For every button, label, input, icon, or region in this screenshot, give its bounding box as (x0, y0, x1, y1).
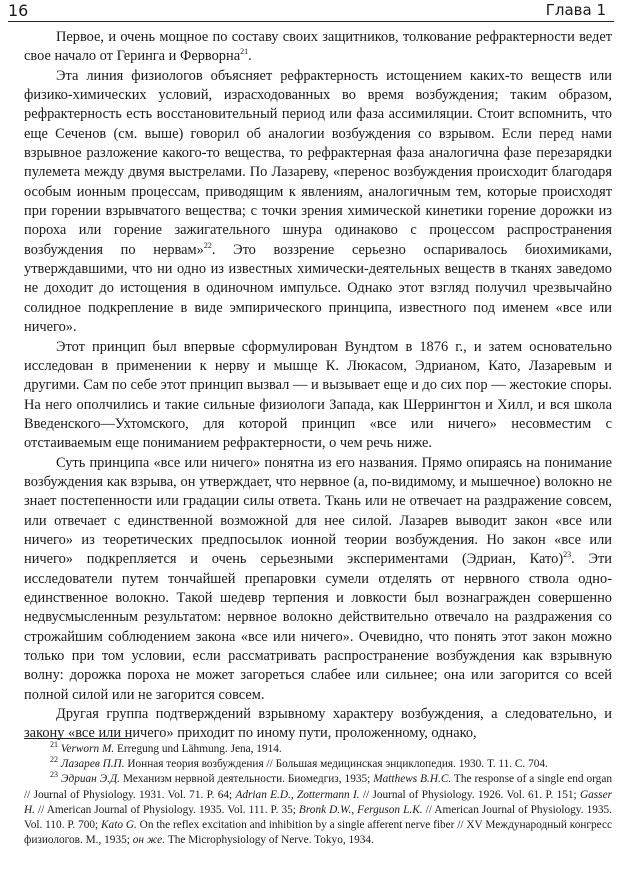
footnote: $^{23}$ Эдриан Э.Д. Механизм нервной деятельности. Биомедгиз, 1935; Matthews B.H.C. The response of a single end organ // Journal of Physiology. 1931. Vol. 71. P. 64; Adrian E.D., Zottermann I. // Journal of Physiology. 1926. Vol. 61. P. 151; Gasser H. // American Journal of Physiology. 1935. Vol. 111. P. 35; Bronk D.W., Ferguson L.K. // American Journal of Physiology. 1935. Vol. 110. P. 700; Kato G. On the reflex excitation and inhibition by a single afferent nerve fiber // XV Международный конгресс физиологов. М., 1935; он же. The Microphysiology of Nerve. Tokyo, 1934. (24, 770, 613, 847)
header-rule (8, 21, 614, 22)
footnote: $^{22}$ Лазарев П.П. Ионная теория возбуждения // Большая медицинская энциклопедия. 1930. Т. 11. С. 704. (50, 755, 548, 771)
paragraph: Эта линия физиологов объясняет рефрактерность истощением каких-то веществ или физико-химических условий, израсходованных во время возбуждения; таким образом, рефрактерность есть восстановительный период или фаза ассимиляции. Стоит вспомнить, что еще Сеченов (см. выше) говорил об аналогии возбуждения со взрывом. Если перед нами взрывное разложение какого-то вещества, то рефрактерная фаза аналогична фазе перезарядки пулемета между двумя выстрелами. По Лазареву, «перенос возбуждения происходит благодаря особым ионным процессам, приводящим к явлениям, аналогичным тем, которые происходят при горении взрывчатого вещества; с точки зрения химической кинетики горение дорожки из пороха или горение зажигательного шнура одинаково с процессом распространения возбуждения по нервам»$^{22}$. Это воззрение серьезно оспаривалось биохимиками, утверждавшими, что ни одно из известных химически-деятельных веществ в тканях заведомо не доходит до истощения в одиночном импульсе. Однако этот взгляд получил чрезвычайно солидное подкрепление в виде эмпирического принципа, известного под именем «все или ничего». (24, 67, 612, 336)
paragraph: Суть принципа «все или ничего» понятна из его названия. Прямо опираясь на понимание возбуждения как взрыва, он утверждает, что нервное (а, по-видимому, и мышечное) волокно не знает постепенности или градации силы ответа. Ткань или не отвечает на раздражение совсем, или отвечает с единственной возможной для нее силой. Лазарев выводит закон «все или ничего» из теоретических предпосылок ионной теории возбуждения. Но закон «все или ничего» подкрепляется и очень серьезными экспериментами (Эдриан, Като)$^{23}$. Эти исследователи путем тончайшей препаровки сумели отделять от нервного ствола одно-единственное волокно. Такой шедевр терпения и ловкости был вознагражден совершенно недвусмысленным результатом: нервное волокно действительно отвечало на раздражения со строжайшим соблюдением закона «все или ничего». Очевидно, что понять этот закон можно только при том условии, если рассматривать распространение возбуждения как взрывную волну: дорожка пороха не может загореться слабее или сильнее; она или загорится со всей полной силой или не загорится совсем. (24, 454, 612, 703)
page-number: 16 (8, 1, 29, 20)
body-text (24, 28, 612, 744)
footnote-rule (24, 738, 132, 739)
footnote: $^{21}$ Verworn M. Erregung und Lähmung. Jena, 1914. (50, 740, 282, 755)
page-header (8, 0, 614, 22)
paragraph: Первое, и очень мощное по составу своих защитников, толкование рефрактерности ведет свое начало от Геринга и Ферворна$^{21}$. (24, 29, 612, 65)
chapter-title: Глава 1 (545, 1, 606, 19)
footnotes (24, 742, 612, 848)
paragraph: Этот принцип был впервые сформулирован Вундтом в 1876 г., и затем основательно исследован в применении к нерву и мышце К. Люкасом, Эдрианом, Като, Лазаревым и другими. Сам по себе этот принцип вызвал — и вызывает еще и до сих пор — жестокие споры. На него ополчились и такие сильные физиологи Запада, как Шеррингтон и Хилл, и вся школа Введенского—Ухтомского, для которой принцип «все или ничего» несовместим с отстаиваемым еще пониманием рефрактерности, о чем речь ниже. (24, 338, 612, 452)
paragraph: Другая группа подтверждений взрывному характеру возбуждения, а следовательно, и закону «все или ничего» приходит по иному пути, проложенному, однако, (24, 706, 612, 742)
